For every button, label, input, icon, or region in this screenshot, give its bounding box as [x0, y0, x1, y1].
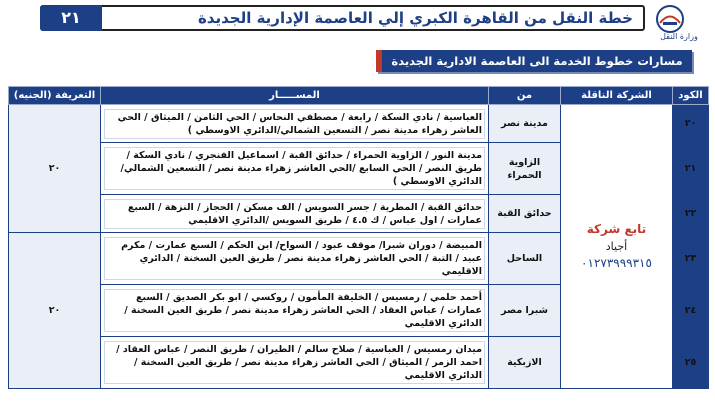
page-title: خطة النقل من القاهرة الكبري إلي العاصمة الإدارية الجديدة — [197, 9, 633, 27]
route-path — [101, 143, 489, 195]
route-from: مدينة نصر — [489, 105, 561, 143]
route-path — [101, 195, 489, 233]
header-path: المســـــار — [101, 87, 489, 105]
company-affiliation: تابع شركة — [586, 222, 647, 236]
route-code: ٢٢ — [673, 195, 709, 233]
company-cell — [561, 105, 673, 389]
section-subtitle: مسارات خطوط الخدمة الى العاصمة الادارية الجديدة — [376, 50, 692, 72]
route-from: حدائق القبة — [489, 195, 561, 233]
route-code: ٢٤ — [673, 285, 709, 337]
route-code: ٢٠ — [673, 105, 709, 143]
route-from: شبرا مصر — [489, 285, 561, 337]
header-company: الشركة الناقلة — [561, 87, 673, 105]
ministry-logo — [650, 2, 708, 42]
route-path-text: أحمد حلمي / رمسيس / الخليفة المأمون / روكسي / ابو بكر الصديق / السبع عمارات / عباس العقاد / الحي العاشر زهراء مدينة نصر / طريق العين السخنة / الدائري الاقليمي — [104, 289, 485, 332]
route-code: ٢٣ — [673, 233, 709, 285]
route-path — [101, 285, 489, 337]
table-header-row — [9, 87, 709, 105]
fare-cell: ٢٠ — [9, 233, 101, 389]
company-name: أجياد — [605, 240, 628, 253]
route-path-text: مدينة النور / الزاوية الحمراء / حدائق القبة / اسماعيل الفنجري / نادي السكة / طريق النصر / الحي السابع /الحي العاشر زهراء مدينة نصر / التسعين الشمالي/الدائري الاوسطي ) — [104, 147, 485, 190]
route-path — [101, 105, 489, 143]
company-phone: ٠١٢٧٣٩٩٩٣١٥ — [581, 256, 652, 270]
route-path — [101, 337, 489, 389]
route-code: ٢١ — [673, 143, 709, 195]
route-from: الازبكية — [489, 337, 561, 389]
page-header — [40, 5, 645, 31]
routes-table — [8, 86, 709, 389]
route-path — [101, 233, 489, 285]
svg-text:وزارة النقل: وزارة النقل — [660, 32, 698, 41]
route-path-text: المبيضة / دوران شبرا/ موقف عبود / السواح/ ابن الحكم / السبع عمارت / مكرم عبيد / التبة / الحي العاشر زهراء مدينة نصر / طريق العين السخنة / الدائري الاقليمي — [104, 237, 485, 280]
route-path-text: العباسية / نادي السكة / رابعة / مصطفي النحاس / الحي الثامن / الميثاق / الحي العاشر زهراء مدينة نصر / التسعين الشمالي/الدائري الاوسطي ) — [104, 109, 485, 139]
fare-cell: ٢٠ — [9, 105, 101, 233]
page-number: ٢١ — [40, 5, 102, 31]
header-code: الكود — [673, 87, 709, 105]
table-row — [9, 105, 709, 143]
route-from: الزاوية الحمراء — [489, 143, 561, 195]
route-path-text: ميدان رمسيس / العباسية / صلاح سالم / الطيران / طريق النصر / عباس العقاد / احمد الزمر / الميثاق / الحي العاشر زهراء مدينة نصر / طريق العين السخنة / الدائري الاقليمي — [104, 341, 485, 384]
route-from: الساحل — [489, 233, 561, 285]
header-fare: التعريفة (الجنيه) — [9, 87, 101, 105]
route-code: ٢٥ — [673, 337, 709, 389]
route-path-text: حدائق القبة / المطرية / جسر السويس / الف مسكن / الحجاز / النزهة / السبع عمارات / اول عباس / ك ٤.٥ / طريق السويس /الدائري الاقليمي — [104, 199, 485, 229]
header-from: من — [489, 87, 561, 105]
